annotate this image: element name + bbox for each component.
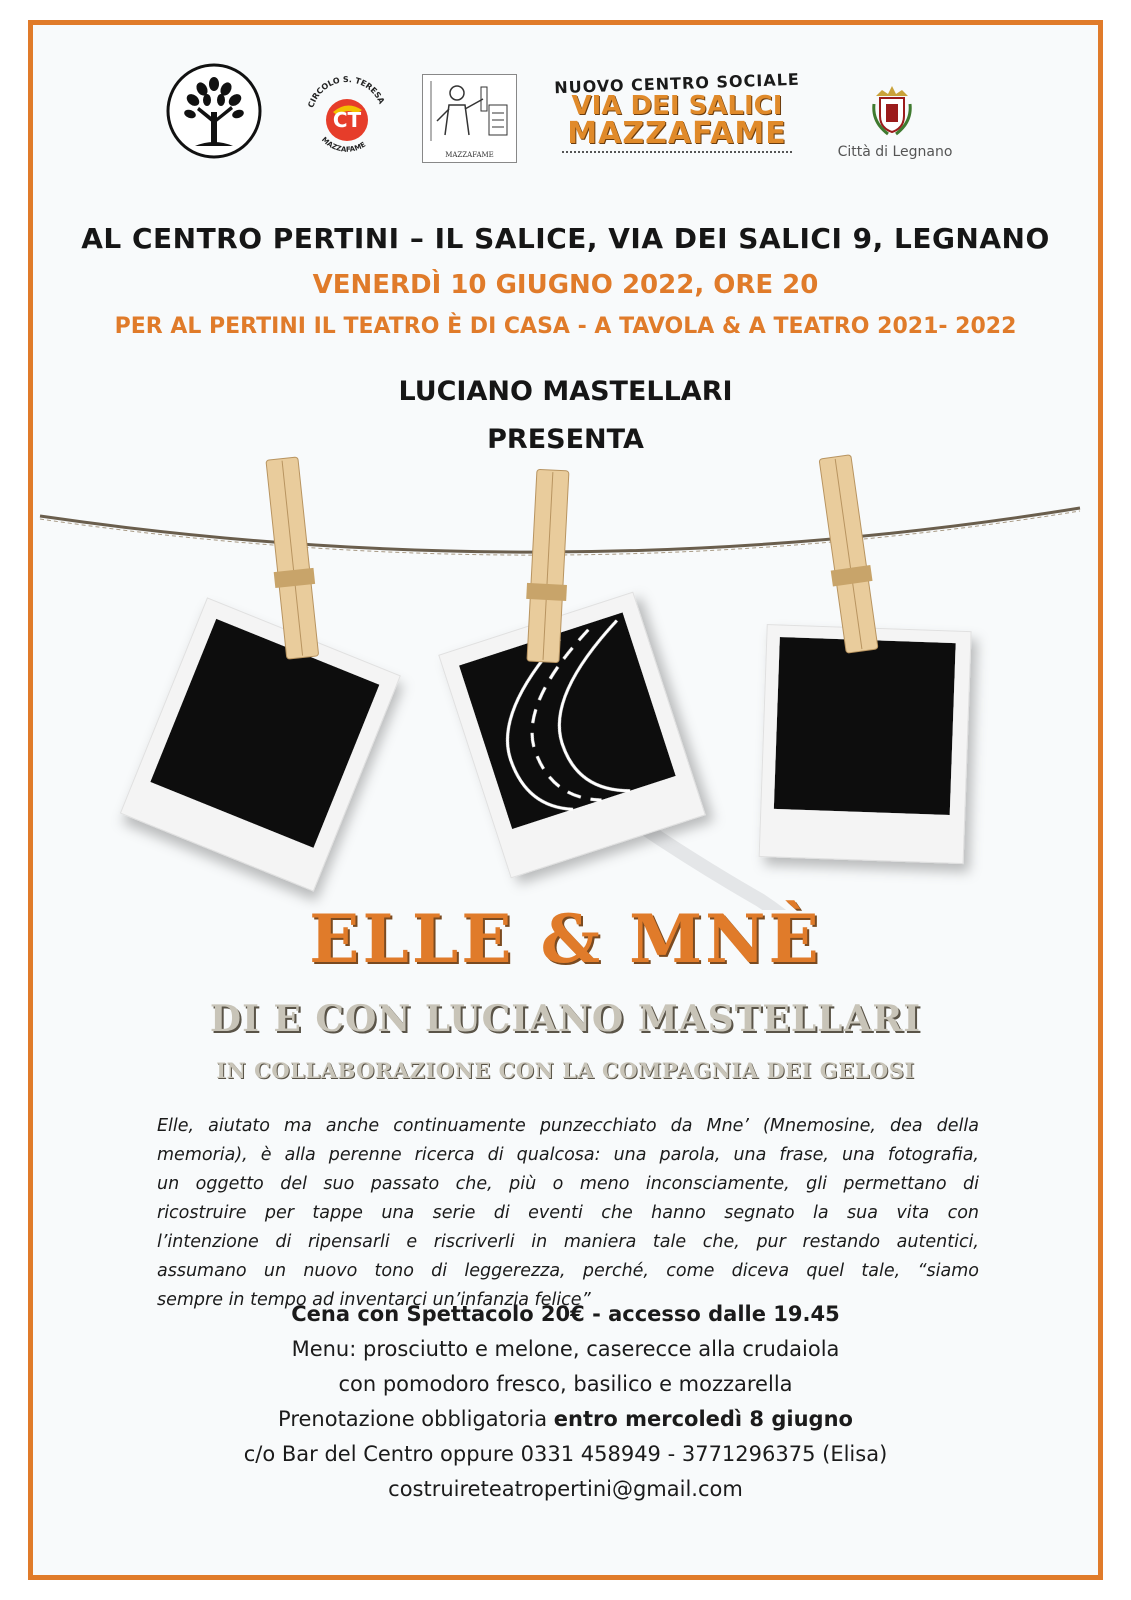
citta-label: Città di Legnano bbox=[837, 144, 953, 160]
description-line: sempre in tempo ad inventarci un’infanzia felice” bbox=[157, 1290, 591, 1310]
description-line: l’intenzione di ripensarli e riscriverli in maniera tale che, pur restando autentici, bbox=[157, 1232, 979, 1252]
centro-line-2: VIA DEI SALICI bbox=[571, 91, 783, 121]
associazione-logo bbox=[422, 74, 517, 163]
centro-tagline-line bbox=[562, 151, 792, 156]
series-heading: PER AL PERTINI IL TEATRO È DI CASA - A TAVOLA & A TEATRO 2021- 2022 bbox=[114, 314, 1017, 339]
collaboration-line: IN COLLABORAZIONE CON LA COMPAGNIA DEI GELOSI bbox=[216, 1058, 915, 1083]
description-line: Elle, aiutato ma anche continuamente punzecchiato da Mne’ (Mnemosine, dea della bbox=[157, 1116, 979, 1136]
polaroid-right bbox=[759, 625, 971, 864]
menu-line-1: Menu: prosciutto e melone, caserecce alla crudaiola bbox=[291, 1337, 840, 1361]
email-address[interactable]: costruireteatropertini@gmail.com bbox=[388, 1477, 743, 1501]
venue-heading: AL CENTRO PERTINI – IL SALICE, VIA DEI SALICI 9, LEGNANO bbox=[81, 222, 1050, 255]
centro-line-3: MAZZAFAME bbox=[567, 116, 787, 151]
contact-line: c/o Bar del Centro oppure 0331 458949 - 3771296375 (Elisa) bbox=[243, 1442, 888, 1466]
show-subtitle: DI E CON LUCIANO MASTELLARI bbox=[209, 998, 922, 1040]
show-description bbox=[157, 1112, 979, 1315]
description-line: un oggetto del suo passato che, più o meno inconsciamente, gli permettano di bbox=[157, 1174, 979, 1194]
booking-line bbox=[0, 1407, 1131, 1431]
svg-text:CT: CT bbox=[332, 108, 362, 132]
legnano-coat-of-arms-icon bbox=[868, 82, 916, 138]
logo-bar bbox=[0, 0, 1131, 200]
menu-line-2: con pomodoro fresco, basilico e mozzarella bbox=[338, 1372, 793, 1396]
presenta-label: PRESENTA bbox=[487, 424, 644, 455]
clothespin-right bbox=[815, 454, 882, 654]
booking-deadline: entro mercoledì 8 giugno bbox=[553, 1407, 853, 1431]
presenter-name: LUCIANO MASTELLARI bbox=[398, 376, 733, 407]
circolo-name-text: CIRCOLO S. TERESA bbox=[306, 74, 387, 109]
booking-prefix: Prenotazione obbligatoria bbox=[278, 1407, 554, 1431]
tree-logo-icon bbox=[165, 62, 263, 160]
description-line: ricostruire per tappe una serie di eventi che hanno segnato la sua vita con bbox=[157, 1203, 979, 1223]
description-line: memoria), è alla perenne ricerca di qualcosa: una parola, una frase, una fotografia, bbox=[157, 1145, 979, 1165]
date-heading: VENERDÌ 10 GIUGNO 2022, ORE 20 bbox=[312, 270, 819, 300]
description-line: assumano un nuovo tono di leggerezza, perché, come diceva quel tale, “siamo bbox=[157, 1261, 979, 1281]
price-line: Cena con Spettacolo 20€ - accesso dalle 19.45 bbox=[291, 1302, 840, 1326]
polaroid-left bbox=[120, 598, 400, 891]
clothesline-photos-illustration bbox=[0, 440, 1131, 910]
centro-sociale-logo bbox=[536, 69, 818, 162]
craftsman-drawing-icon bbox=[423, 75, 516, 149]
circolo-santa-teresa-logo-icon bbox=[300, 70, 394, 164]
associazione-place-text: MAZZAFAME bbox=[445, 151, 494, 159]
centro-line-1: NUOVO CENTRO SOCIALE bbox=[553, 69, 801, 98]
show-title: ELLE & MNÈ bbox=[309, 900, 822, 978]
circolo-place-text: MAZZAFAME bbox=[320, 135, 368, 154]
